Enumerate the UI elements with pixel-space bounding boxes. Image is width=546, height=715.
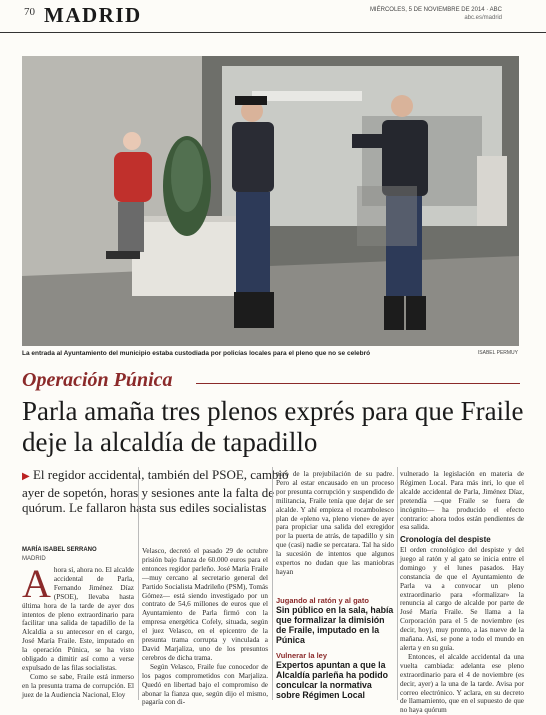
fact-2-kicker: Vulnerar la ley [276,651,327,660]
column-1-text: hora sí, ahora no. El alcalde accidental de Parla, Fernando Jiménez Díaz (PSOE), llevaba hasta última hora de la tarde de ayer dos intentos de pleno extraordinario para facilitar una salida de tapadillo de la Alcaldía a su antecesor en el cargo, José María Fraile. Este, imputado en la operación Púnica, se ha visto obligado a dimitir así como a verse expulsado de las filas socialistas. [22,566,134,672]
police-at-entrance-photo [22,56,519,346]
issue-date: MIÉRCOLES, 5 DE NOVIEMBRE DE 2014 · ABC [369,7,502,13]
column-divider [272,467,273,700]
kicker-rule [196,383,520,384]
column-divider [397,467,398,700]
column-4-paragraph-2: El orden cronológico del despiste y del juego al ratón y al gato se inicia entre el domingo y el lunes pasados. Hay constancia de que el Ayuntamiento de Parla va a convocar un pleno extraordinario para «formalizar» la renuncia al cargo de alcalde por parte de José María Fraile. Se llama a la Corporación para el 5 de noviembre (es decir, hoy), muy pronto, a las nueve de la mañana. Así, se pone a todo el mundo en alerta y en su guía. [400,546,524,652]
page-number: 70 [24,6,35,18]
page-header [0,0,546,33]
article-column-2 [142,547,268,707]
column-divider [138,467,139,700]
column-2-text: Velasco, decretó el pasado 29 de octubre prisión bajo fianza de 60.000 euros para el entonces regidor parleño. José María Fraile —muy cercano al secretario general del Partido Socialista Madrileño (PSM), Tomás Gómez— está siendo investigado por un contrato de 54,6 millones de euros que el Ayuntamiento de Parla firmó con la empresa energética Cofely, situada, según el juez Velasco, en el epicentro de la presunta trama corrupta y vinculada a David Marjaliza, uno de los presuntos cerebros de dicha trama. [142,547,268,662]
standfirst-text: El regidor accidental, también del PSOE, cambió ayer de sopetón, horas y sesiones ante la falta de quórum. Le fallaron hasta sus ediles socialistas [22,467,289,515]
fact-2-text: Expertos apuntan a que la Alcaldía parleña ha podido conculcar la normativa sobre Régimen Local [276,660,388,700]
byline: MARÍA ISABEL SERRANO [22,547,97,553]
article-headline: Parla amaña tres plenos exprés para que Fraile deje la alcaldía de tapadillo [22,396,524,457]
column-2-paragraph-2: Según Velasco, Fraile fue conocedor de los pagos comprometidos con Marjaliza. Quedó en libertad bajo el compromiso de abonar la fianza que, según dijo el mismo, pagaría con di- [142,662,268,707]
article-column-4b [400,546,524,715]
column-4-paragraph-3: Entonces, el alcalde accidental da una vuelta cambiada: adelanta ese pleno extraordinario para el 4 de noviembre (es decir, ayer) a la una de la tarde. Avisa por correo electrónico. Y aclara, en su decreto de llamamiento, que en el supuesto de que no haya quórum [400,652,524,715]
column-4-text: vulnerado la legislación en materia de Régimen Local. Para más inri, lo que el alcalde accidental de Parla, Jiménez Díaz, pretendía —que Fraile se fuera de incógnito— ha producido el efecto contrario: ahora todos están pendientes de esa salida. [400,470,524,532]
web-address: abc.es/madrid [464,15,502,21]
column-4-subhead: Cronología del despiste [400,535,491,544]
article-standfirst [22,467,302,516]
column-3-text: nero de la prejubilación de su padre. Pero al estar encausado en un proceso por presunta corrupción y suspendido de militancia, Fraile tenía que dejar de ser alcalde. Y ahí empieza el rocambolesco plan de «pleno va, pleno viene» de ayer para propiciar una salida del exregidor por la puerta de atrás, de tapadillo y sin que (casi) nadie se percatara. Tal ha sido la sucesión de intentos que algunos expertos no dudan que las maniobras hayan [276,470,394,576]
article-column-4 [400,470,524,532]
bullet-triangle-icon: ▶ [22,471,30,482]
fact-1-kicker: Jugando al ratón y al gato [276,596,369,605]
section-title: MADRID [44,3,142,27]
column-1-paragraph-2: Como se sabe, Fraile está inmerso en la presunta trama de corrupción. El juez de la Audiencia Nacional, Eloy [22,672,134,699]
article-kicker: Operación Púnica [22,369,173,391]
fact-box-1 [276,596,394,645]
photo-caption: La entrada al Ayuntamiento del municipio estaba custodiada por policías locales para el pleno que no se celebró [22,350,371,357]
article-column-1 [22,561,134,700]
fact-1-text: Sin público en la sala, había que formalizar la dimisión de Fraile, imputado en la Púnica [276,605,394,645]
news-photo [22,56,519,346]
fact-box-2 [276,651,394,700]
dateline-place: MADRID [22,556,46,562]
article-column-3 [276,470,394,577]
drop-cap: A [22,561,51,606]
photo-credit: ISABEL PERMUY [477,350,518,356]
